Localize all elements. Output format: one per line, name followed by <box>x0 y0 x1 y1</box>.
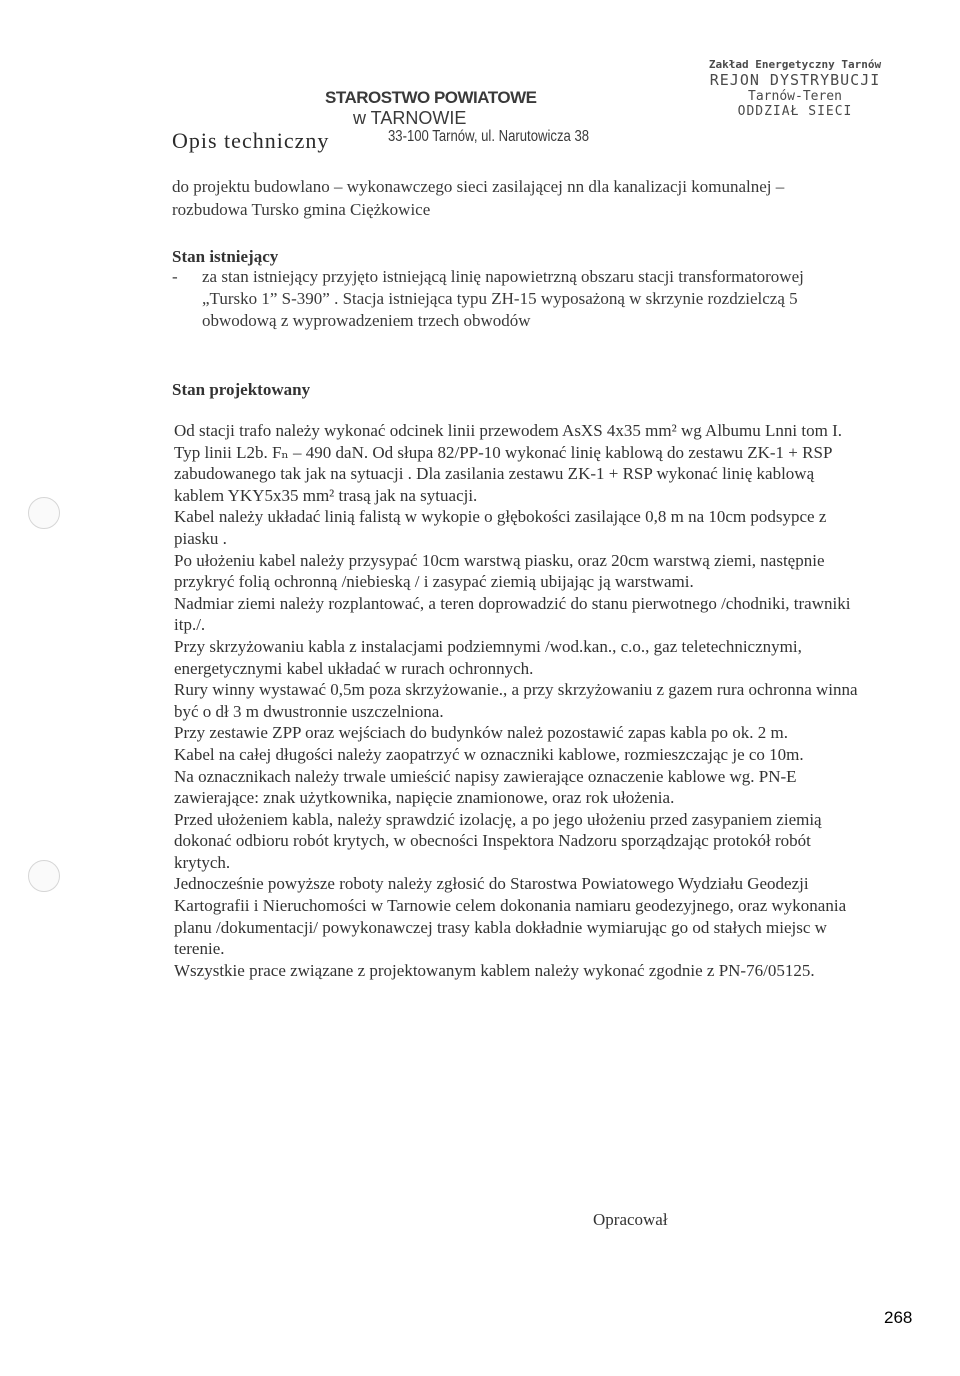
stamp-line: REJON DYSTRYBUCJI <box>709 71 881 89</box>
intro-text: do projektu budowlano – wykonawczego sieci zasilającej nn dla kanalizacji komunalnej – rozbudowa Tursko gmina Ciężkowice <box>172 177 785 219</box>
section-heading-designed: Stan projektowany <box>172 380 311 399</box>
paragraph: Na oznacznikach należy trwale umieścić napisy zawierające oznaczenie kablowe wg. PN-E zawierające: znak użytkownika, napięcie znamionowe, oraz rok ułożenia. <box>174 766 797 808</box>
paragraph: Przed ułożeniem kabla, należy sprawdzić izolację, a po jego ułożeniu przed zasypaniem ziemią dokonać odbioru robót krytych, w obecności Inspektora Nadzoru sporządzając protokół robót krytych. <box>174 809 822 872</box>
stamp-line: Zakład Energetyczny Tarnów <box>708 58 882 71</box>
existing-state-text: za stan istniejący przyjęto istniejącą linię napowietrzną obszaru stacji transformatorowej „Tursko 1” S-390” . Stacja istniejąca typu ZH-15 wyposażoną w skrzynie rozdzielczą 5 obwodową z wyprowadzeniem trzech obwodów <box>202 267 804 330</box>
paragraph: Przy skrzyżowaniu kabla z instalacjami podziemnymi /wod.kan., c.o., gaz teletechnicznymi, energetycznymi kabel układać w rurach ochronnych. <box>174 636 802 678</box>
utility-stamp <box>695 58 895 119</box>
paragraph: Przy zestawie ZPP oraz wejściach do budynków należ pozostawić zapas kabla po ok. 2 m. <box>174 723 789 743</box>
stamp-line: 33-100 Tarnów, ul. Narutowicza 38 <box>388 128 590 145</box>
signature-label: Opracował <box>593 1210 668 1229</box>
designed-state-body <box>174 420 864 981</box>
document-title: Opis techniczny <box>172 128 330 153</box>
stamp-line: Tarnów-Teren <box>748 89 842 104</box>
paragraph: Wszystkie prace związane z projektowanym kablem należy wykonać zgodnie z PN-76/05125. <box>174 960 815 980</box>
bullet-marker: - <box>172 267 178 286</box>
paragraph: Nadmiar ziemi należy rozplantować, a teren doprowadzić do stanu pierwotnego /chodniki, trawniki itp./. <box>174 593 851 635</box>
paragraph: Kabel na całej długości należy zaopatrzyć w oznaczniki kablowe, rozmieszczając je co 10m. <box>174 744 804 764</box>
existing-state-item <box>172 266 812 332</box>
punch-hole-mark <box>28 860 60 892</box>
section-heading-existing: Stan istniejący <box>172 247 279 266</box>
stamp-line: STAROSTWO POWIATOWE <box>325 88 537 107</box>
paragraph: Po ułożeniu kabel należy przysypać 10cm warstwą piasku, oraz 20cm warstwą ziemi, następnie przykryć folią ochronną /niebieską / i zasypać ziemią ubijając ją warstwami. <box>174 550 825 592</box>
paragraph: Rury winny wystawać 0,5m poza skrzyżowanie., a przy skrzyżowaniu z gazem rura ochronna winna być o dł 3 m dwustronnie uszczelniona. <box>174 680 858 721</box>
punch-hole-mark <box>28 497 60 529</box>
office-stamp <box>325 88 590 145</box>
stamp-line: w TARNOWIE <box>353 108 467 128</box>
paragraph: Kabel należy układać linią falistą w wykopie o głębokości zasilające 0,8 m na 10cm podsypce z piasku . <box>174 507 827 548</box>
paragraph: Jednocześnie powyższe roboty należy zgłosić do Starostwa Powiatowego Wydziału Geodezji Kartografii i Nieruchomości w Tarnowie celem dokonania namiaru geodezyjnego, oraz wykonania planu /dokumentacji/ powykonawczej trasy kabla dokładnie wymiarując go od stałych miejsc w terenie. <box>174 874 847 959</box>
page-number: 268 <box>884 1308 913 1327</box>
paragraph: Od stacji trafo należy wykonać odcinek linii przewodem AsXS 4x35 mm² wg Albumu Lnni tom I. Typ linii L2b. Fₙ – 490 daN. Od słupa 82/PP-10 wykonać linię kablową do zestawu ZK-1 + RSP zabudowanego tak jak na sytuacji . Dla zasilania zestawu ZK-1 + RSP wykonać linię kablową kablem YKY5x35 mm² trasą jak na sytuacji. <box>174 421 842 505</box>
stamp-line: ODDZIAŁ SIECI <box>737 104 853 119</box>
